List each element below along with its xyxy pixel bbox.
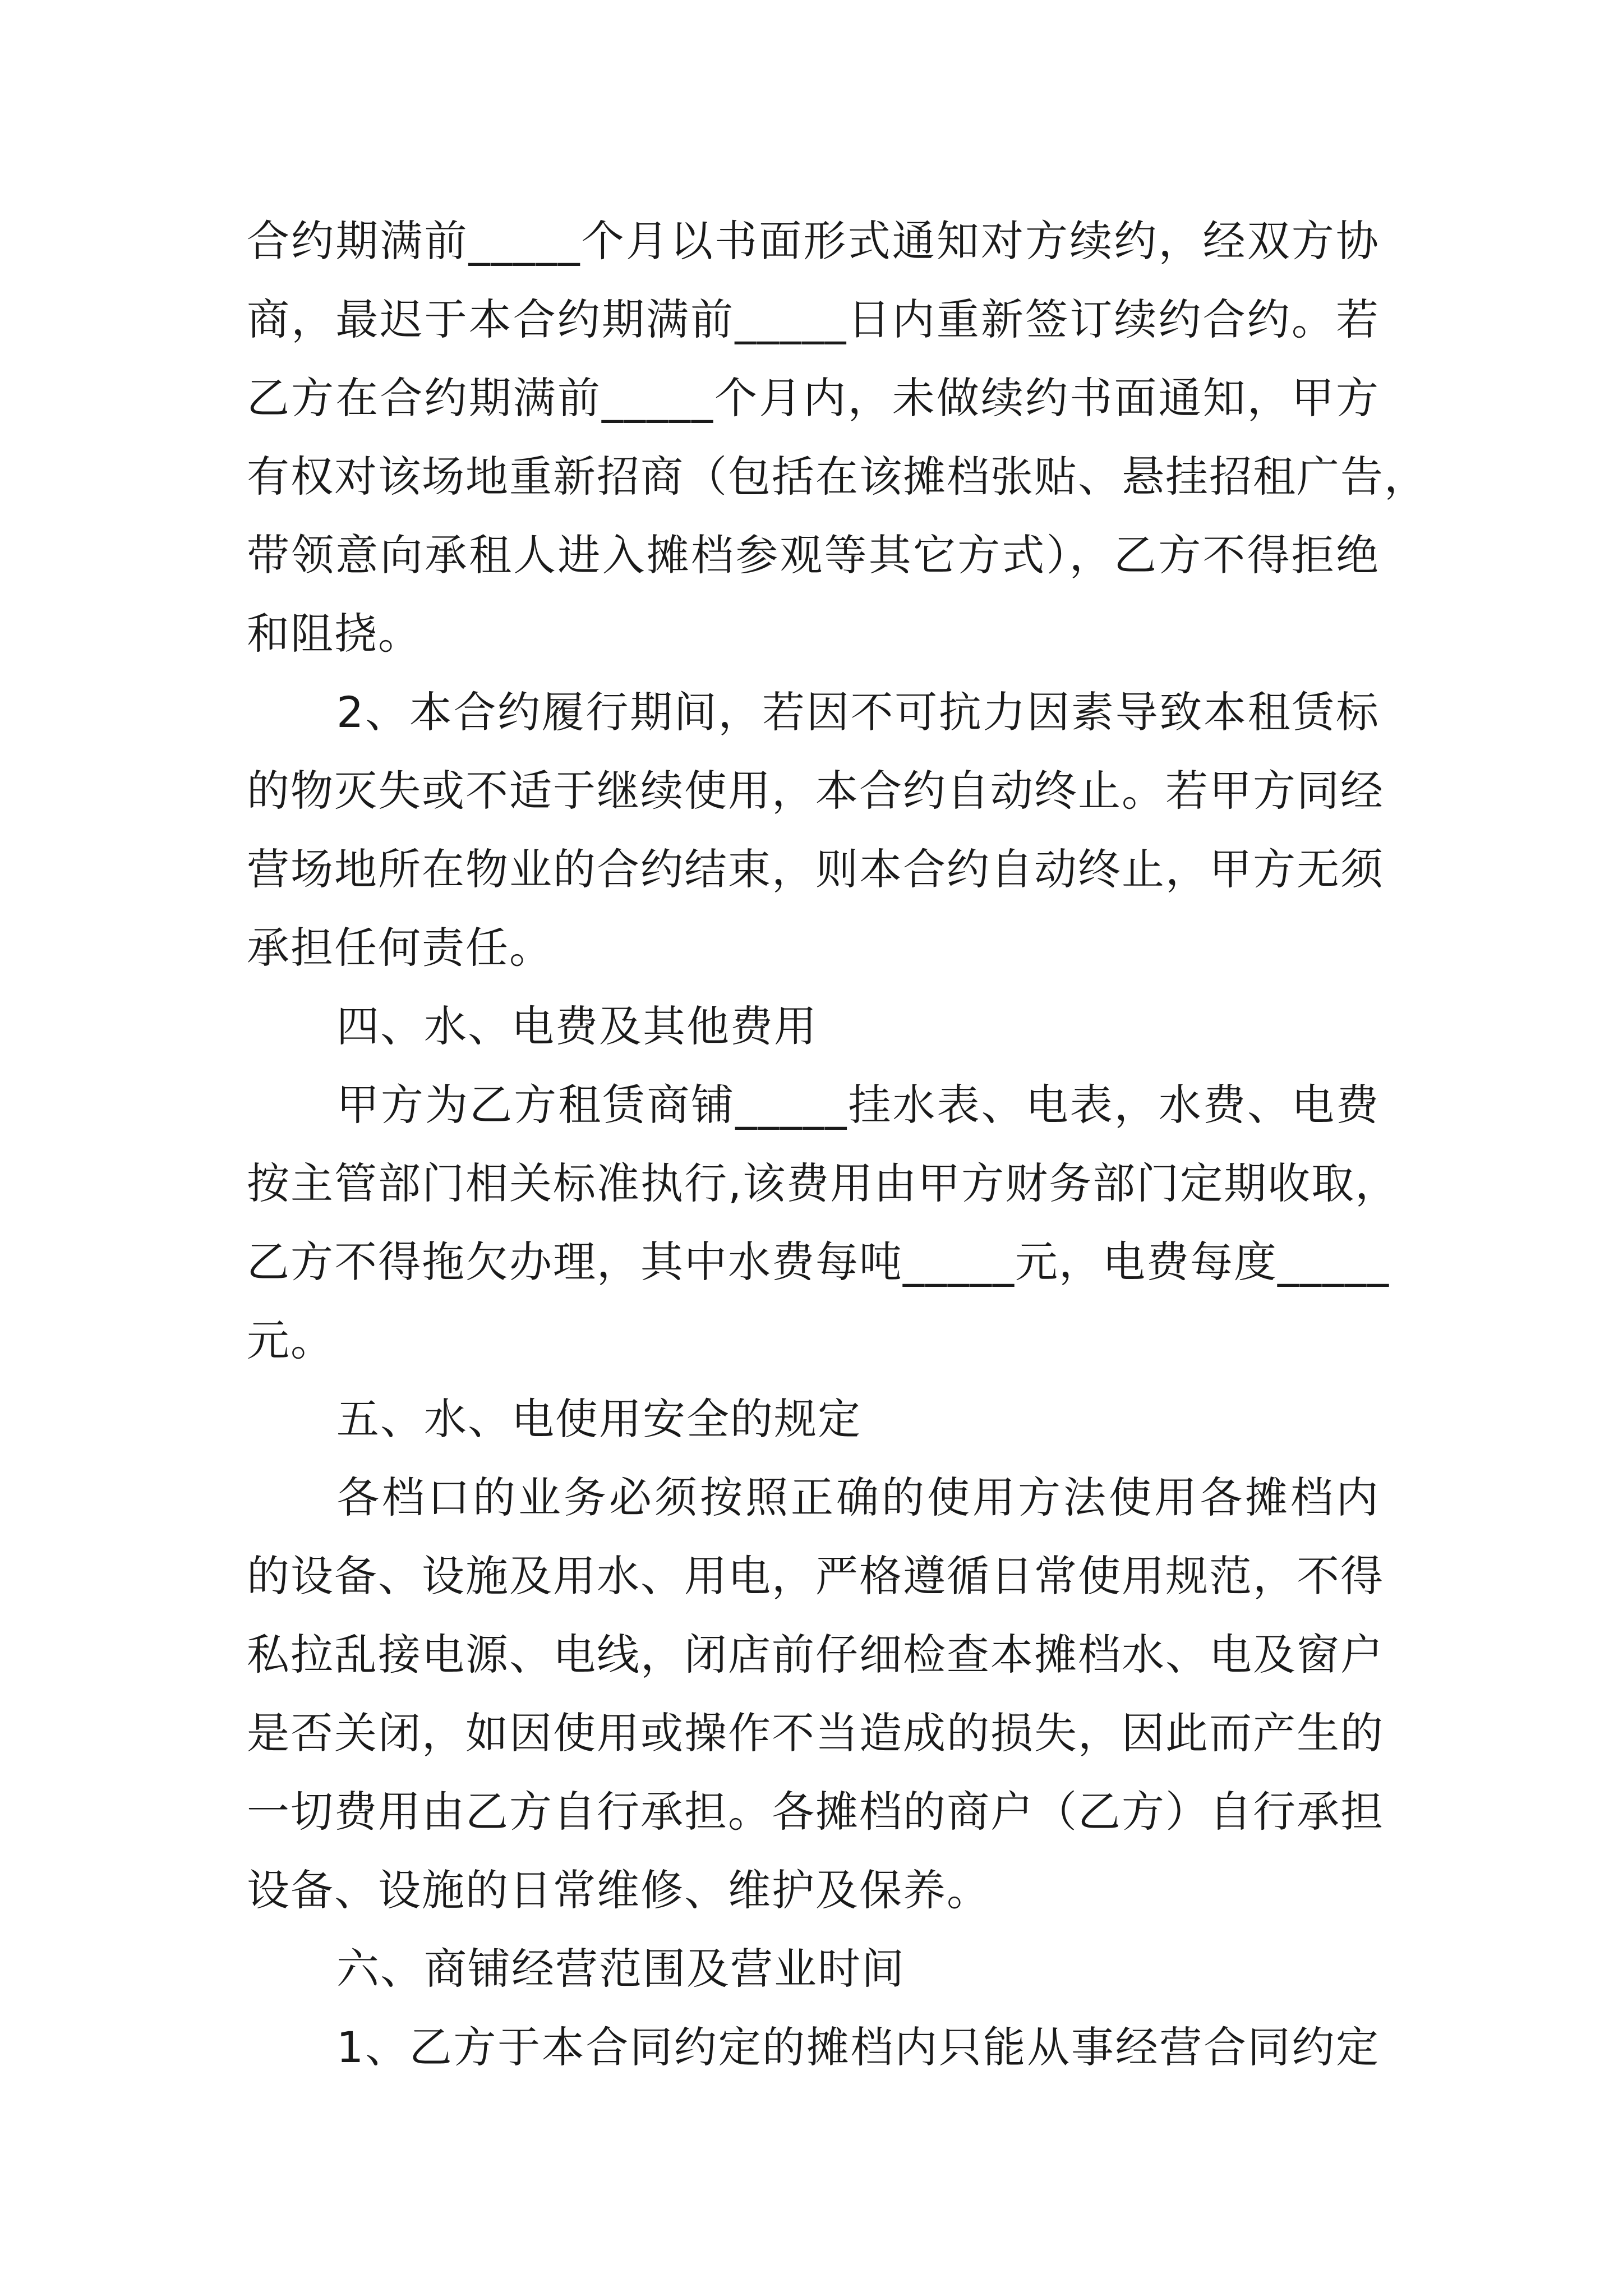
text-line: 合约期满前_____个月以书面形式通知对方续约，经双方协 <box>247 216 1380 266</box>
text-line: 商，最迟于本合约期满前_____日内重新签订续约合约。若 <box>247 295 1380 344</box>
text-line: 乙方在合约期满前_____个月内，未做续约书面通知，甲方 <box>247 373 1380 423</box>
text-line: 带领意向承租人进入摊档参观等其它方式），乙方不得拒绝 <box>247 530 1380 580</box>
text-line: 承担任何责任。 <box>247 923 553 973</box>
text-line: 设备、设施的日常维修、维护及保养。 <box>247 1865 990 1915</box>
text-line: 的设备、设施及用水、用电，严格遵循日常使用规范，不得 <box>247 1551 1384 1601</box>
text-line: 元。 <box>247 1315 334 1365</box>
text-line: 甲方为乙方租赁商铺_____挂水表、电表，水费、电费 <box>336 1080 1380 1130</box>
section-heading: 四、水、电费及其他费用 <box>336 1001 818 1051</box>
section-heading: 五、水、电使用安全的规定 <box>336 1394 861 1444</box>
text-line: 的物灭失或不适于继续使用，本合约自动终止。若甲方同经 <box>247 766 1384 816</box>
text-line: 和阻挠。 <box>247 609 422 659</box>
text-line: 按主管部门相关标准执行,该费用由甲方财务部门定期收取， <box>247 1158 1399 1208</box>
text-line: 一切费用由乙方自行承担。各摊档的商户（乙方）自行承担 <box>247 1787 1384 1837</box>
text-line: 1、乙方于本合同约定的摊档内只能从事经营合同约定 <box>336 2022 1380 2072</box>
text-line: 2、本合约履行期间，若因不可抗力因素导致本租赁标 <box>336 687 1380 737</box>
text-line: 是否关闭，如因使用或操作不当造成的损失，因此而产生的 <box>247 1708 1384 1758</box>
text-line: 有权对该场地重新招商（包括在该摊档张贴、悬挂招租广告， <box>247 452 1428 501</box>
text-line: 各档口的业务必须按照正确的使用方法使用各摊档内 <box>336 1473 1380 1522</box>
text-line: 乙方不得拖欠办理，其中水费每吨_____元，电费每度_____ <box>247 1237 1390 1287</box>
text-line: 私拉乱接电源、电线，闭店前仔细检查本摊档水、电及窗户 <box>247 1630 1384 1680</box>
text-line: 营场地所在物业的合约结束，则本合约自动终止，甲方无须 <box>247 844 1384 894</box>
section-heading: 六、商铺经营范围及营业时间 <box>336 1944 905 1994</box>
